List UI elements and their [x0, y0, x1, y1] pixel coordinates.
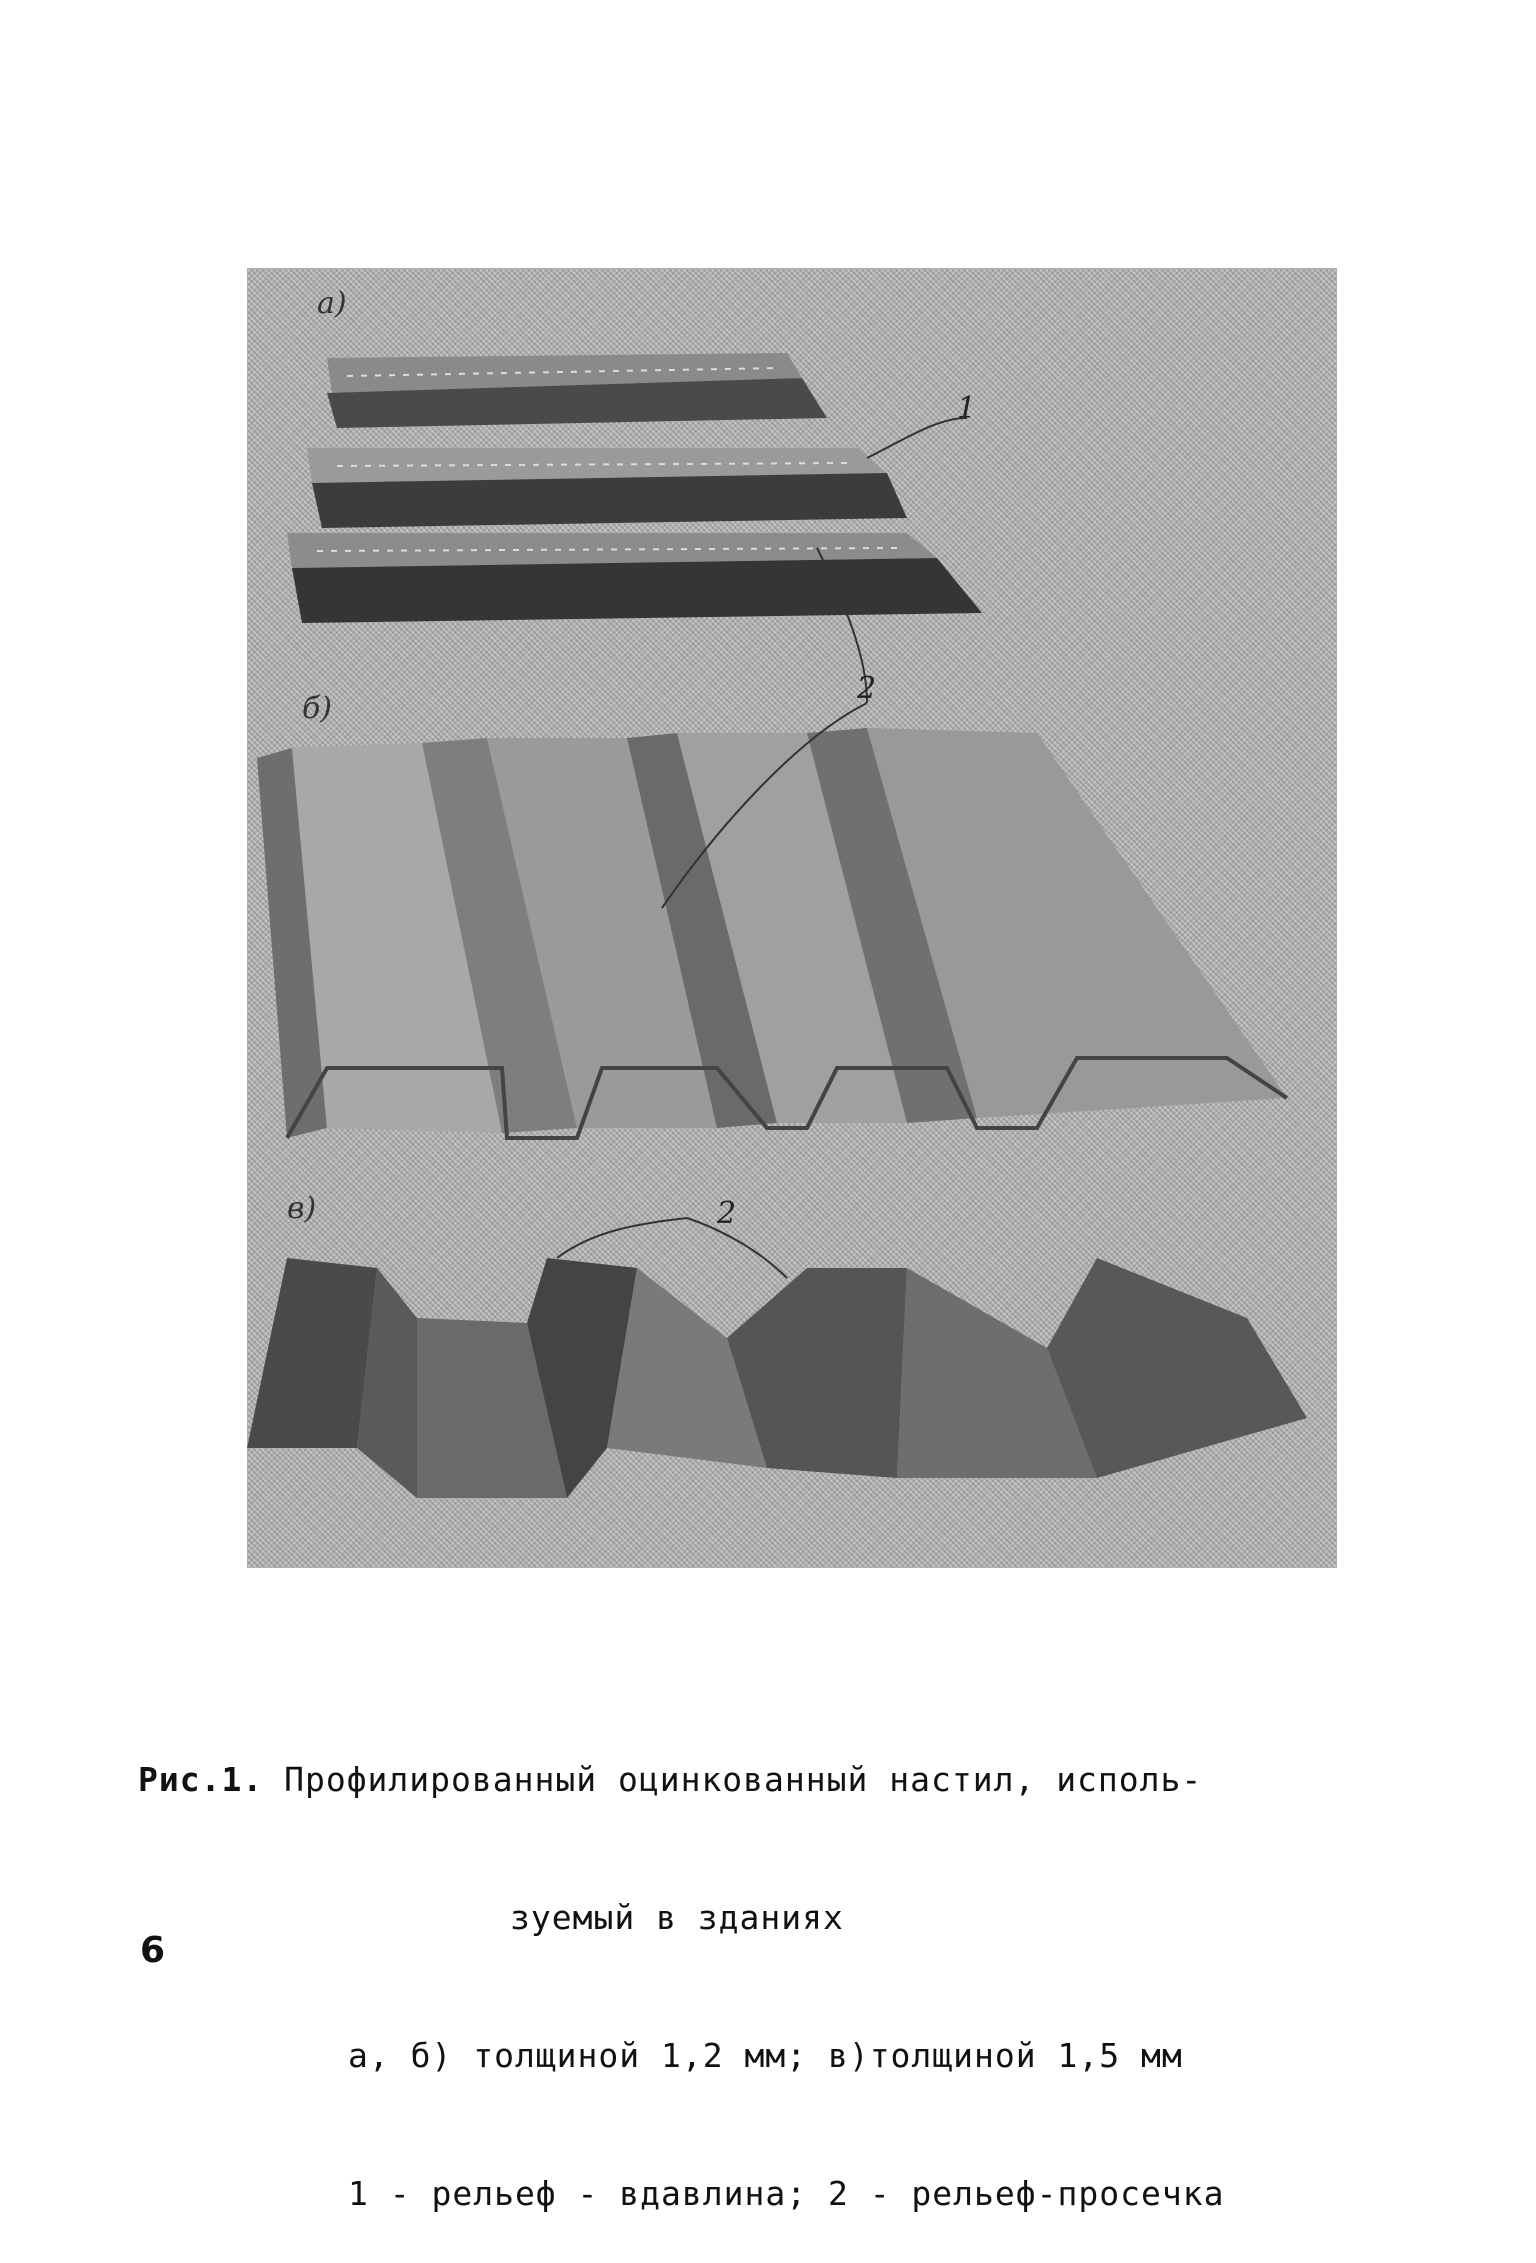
- callout-1: 1: [957, 391, 977, 426]
- panel-label-a: а): [317, 286, 347, 321]
- caption-line-2: зуемый в зданиях: [510, 1898, 844, 1937]
- callout-2-lower: 2: [717, 1196, 737, 1231]
- panel-c-sheet: [247, 1258, 1307, 1498]
- callout-2-upper: 2: [857, 671, 877, 706]
- panel-label-c: в): [287, 1191, 317, 1226]
- page-number: 6: [140, 1930, 166, 1971]
- figure-photo: [247, 268, 1337, 1568]
- caption-label: Рис.1.: [138, 1760, 264, 1799]
- caption-line-1: [138, 1757, 1438, 1803]
- caption-title-text: Профилированный оцинкованный настил, исполь-: [263, 1760, 1203, 1799]
- figure-caption: [138, 1665, 1438, 2263]
- panel-label-b: б): [302, 691, 333, 726]
- panel-b-sheet: [257, 728, 1287, 1138]
- caption-line-3: а, б) толщиной 1,2 мм; в)толщиной 1,5 мм: [348, 2036, 1183, 2075]
- panel-a-sheets: [287, 353, 982, 623]
- figure-drawing: [247, 268, 1337, 1568]
- caption-line-4: 1 - рельеф - вдавлина; 2 - рельеф-просечка: [348, 2174, 1225, 2213]
